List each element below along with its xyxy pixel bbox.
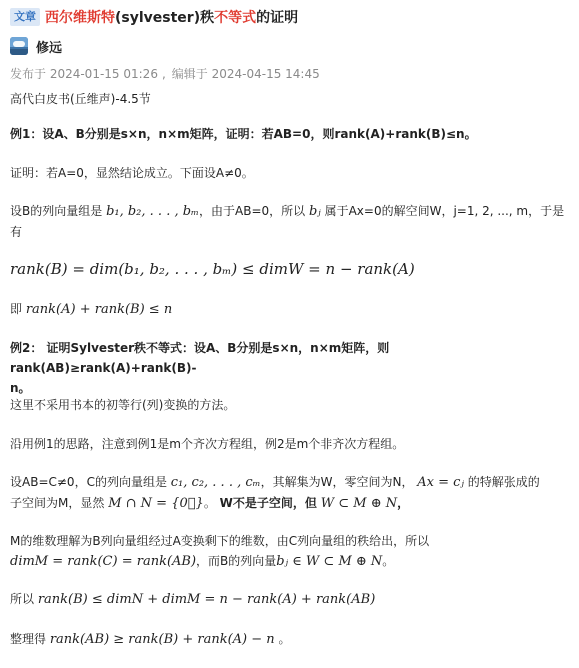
edited-time: 编辑于 2024-04-15 14:45	[171, 67, 320, 81]
text: W不是子空间，但	[219, 496, 317, 510]
math-inline: bⱼ ∈ W ⊂ M ⊕ N	[276, 554, 383, 569]
text: 即	[10, 302, 23, 316]
math-inline: b₁, b₂, . . . , bₘ	[106, 204, 200, 219]
avatar-ground	[10, 49, 28, 55]
math-inline: rank(A) + rank(B) ≤ n	[25, 302, 173, 317]
math-inline: W ⊂ M ⊕ N	[320, 496, 398, 511]
title-highlight-3: 不等式	[214, 10, 257, 26]
paragraph-columns	[10, 201, 570, 242]
article	[10, 6, 572, 647]
paragraph-inequality	[10, 589, 570, 610]
text: 的特解张成的	[467, 475, 540, 489]
publish-meta	[10, 65, 572, 83]
paragraph-setup	[10, 472, 570, 514]
text: 所以	[10, 592, 35, 606]
example-2	[10, 338, 570, 398]
math-inline: rank(AB) ≥ rank(B) + rank(A) − n	[49, 632, 275, 647]
author-row	[10, 36, 572, 56]
text: 。	[278, 632, 291, 646]
avatar[interactable]	[10, 37, 28, 55]
text: 设B的列向量组是	[10, 204, 103, 218]
text: 。	[203, 496, 216, 510]
meta-separator: ,	[161, 67, 166, 81]
text: 子空间为M，显然	[10, 496, 105, 510]
text: 整理得	[10, 632, 47, 646]
text: 属于Ax=0的解空间W，j=1, 2, ..., m，于是	[324, 204, 565, 218]
source-line: 高代白皮书(丘维声)-4.5节	[10, 92, 151, 106]
math-inline: dimM = rank(C) = rank(AB)	[10, 554, 197, 569]
text: ，而B的列向量	[196, 554, 277, 568]
math-inline: M ∩ N = {0⃗}	[108, 496, 204, 511]
title-row	[10, 6, 572, 28]
text: 设AB=C≠0，C的列向量组是	[10, 475, 167, 489]
equation-1: rank(B) = dim(b₁, b₂, . . . , bₘ) ≤ dimW = n − rank(A)	[10, 260, 415, 278]
published-time: 发布于 2024-01-15 01:26	[10, 67, 158, 81]
article-tag: 文章	[10, 8, 40, 26]
text: ，	[397, 496, 410, 510]
title-text-2: (sylvester)秩	[115, 10, 215, 26]
paragraph-dimension	[10, 531, 570, 572]
paragraph-result	[10, 629, 570, 650]
approach-note: 沿用例1的思路，注意到例1是m个齐次方程组，例2是m个非齐次方程组。	[10, 437, 405, 451]
text: M的维数理解为B列向量组经过A变换剩下的维数，由C列向量组的秩给出，所以	[10, 534, 430, 548]
text: ，由于AB=0，所以	[199, 204, 306, 218]
proof-intro: 证明：若A=0，显然结论成立。下面设A≠0。	[10, 166, 254, 180]
title-highlight-1: 西尔维斯特	[45, 10, 115, 26]
math-inline: Ax = cⱼ	[417, 475, 464, 490]
text: ，其解集为W，零空间为N，	[260, 475, 414, 489]
title-text-4: 的证明	[256, 10, 299, 26]
conclusion-1	[10, 299, 570, 320]
article-title[interactable]	[45, 7, 298, 27]
text: 。	[382, 554, 395, 568]
method-note: 这里不采用书本的初等行(列)变换的方法。	[10, 398, 236, 412]
text: n。	[10, 381, 31, 395]
math-inline: c₁, c₂, . . . , cₘ	[170, 475, 261, 490]
text: 有	[10, 225, 23, 239]
math-inline: rank(B) ≤ dimN + dimM = n − rank(A) + rank(AB)	[37, 592, 376, 607]
avatar-cloud	[13, 41, 25, 47]
math-inline: bⱼ	[308, 204, 321, 219]
author-name[interactable]: 修远	[36, 40, 63, 56]
text: 例2： 证明Sylvester秩不等式：设A、B分别是s×n，n×m矩阵，则rank(AB)≥rank(A)+rank(B)-	[10, 341, 390, 375]
example-1: 例1：设A、B分别是s×n，n×m矩阵，证明：若AB=0，则rank(A)+rank(B)≤n。	[10, 127, 477, 141]
